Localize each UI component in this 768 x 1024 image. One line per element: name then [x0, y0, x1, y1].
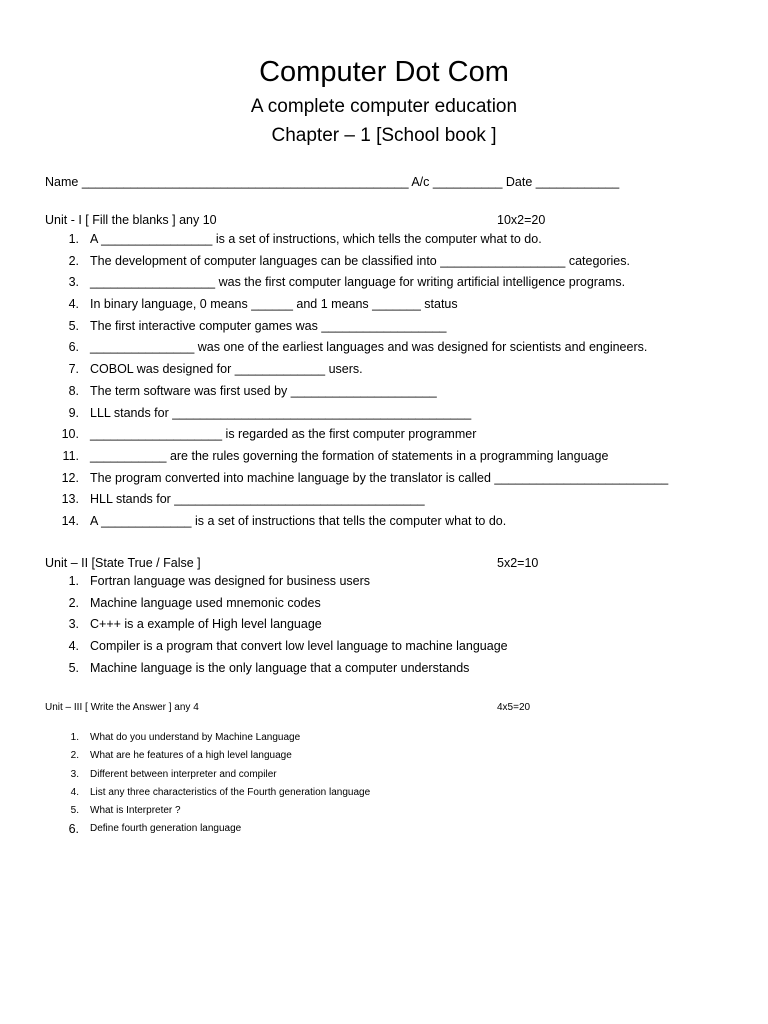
question-number: 3. [70, 768, 79, 780]
question-number: 6. [68, 340, 79, 355]
question-item [45, 747, 370, 765]
question-text: Define fourth generation language [90, 823, 242, 835]
question-text: Different between interpreter and compiler [90, 768, 277, 780]
question-text: The program converted into machine language by the translator is called _________________________ [90, 470, 669, 485]
question-item [45, 446, 668, 468]
question-text: The development of computer languages can be classified into __________________ categories. [90, 253, 630, 268]
question-item [45, 511, 668, 533]
unit-2-marks: 5x2=10 [497, 556, 539, 570]
question-item [45, 766, 370, 784]
question-item [45, 593, 508, 615]
question-text: In binary language, 0 means ______ and 1 means _______ status [90, 297, 458, 312]
question-item [45, 636, 508, 658]
page-title: Computer Dot Com [259, 56, 509, 88]
question-item [45, 337, 668, 359]
question-text: Machine language used mnemonic codes [90, 595, 321, 610]
question-text: ___________ are the rules governing the formation of statements in a programming language [90, 448, 609, 463]
question-item [45, 316, 668, 338]
question-text: Fortran language was designed for business users [90, 574, 371, 588]
question-item [45, 381, 668, 403]
page-subtitle: A complete computer education [250, 96, 518, 117]
question-item [45, 571, 508, 593]
question-number: 5. [68, 318, 79, 333]
chapter-heading: Chapter – 1 [School book ] [271, 125, 497, 146]
question-number: 2. [68, 595, 79, 610]
question-item [45, 658, 508, 680]
question-item [45, 359, 668, 381]
question-text: COBOL was designed for _____________ users. [90, 362, 363, 377]
question-item [45, 614, 508, 636]
unit-3-heading: Unit – III [ Write the Answer ] any 4 [45, 702, 199, 713]
unit-1-marks: 10x2=20 [497, 213, 546, 227]
question-item [45, 802, 370, 820]
question-number: 3. [68, 617, 79, 632]
question-number: 6. [68, 822, 79, 837]
question-text: __________________ was the first computer language for writing artificial intelligence programs. [90, 275, 626, 290]
question-item [45, 272, 668, 294]
unit-1-question-list [45, 229, 668, 533]
unit-2-heading: Unit – II [State True / False ] [45, 556, 201, 570]
question-number: 11. [62, 448, 79, 463]
question-text: ___________________ is regarded as the first computer programmer [90, 427, 477, 442]
question-number: 5. [70, 805, 79, 817]
question-number: 14. [61, 513, 79, 528]
question-text: HLL stands for ____________________________________ [90, 492, 425, 507]
question-number: 4. [70, 786, 79, 798]
question-text: A ________________ is a set of instructions, which tells the computer what to do. [90, 232, 542, 246]
question-number: 7. [68, 362, 79, 377]
question-item [45, 403, 668, 425]
question-item [45, 229, 668, 251]
name-ac-date-line: Name _______________________________________________ A/c __________ Date ____________ [45, 175, 620, 189]
unit-1-heading: Unit - I [ Fill the blanks ] any 10 [45, 213, 217, 227]
question-text: _______________ was one of the earliest languages and was designed for scientists and engineers. [90, 340, 648, 355]
question-text: List any three characteristics of the Fourth generation language [90, 786, 371, 798]
question-text: C+++ is a example of High level language [90, 617, 322, 632]
question-number: 5. [68, 660, 79, 675]
question-number: 12. [61, 470, 79, 485]
question-number: 8. [68, 383, 79, 398]
question-text: What are he features of a high level language [90, 750, 292, 762]
question-text: The first interactive computer games was __________________ [90, 318, 447, 333]
question-number: 13. [61, 492, 79, 507]
unit-3-question-list [45, 729, 370, 839]
question-number: 3. [68, 275, 79, 290]
question-number: 4. [68, 297, 79, 312]
question-number: 9. [68, 405, 79, 420]
question-number: 1. [70, 732, 79, 743]
question-number: 2. [70, 750, 79, 762]
question-item [45, 294, 668, 316]
question-item [45, 251, 668, 273]
question-text: A _____________ is a set of instructions that tells the computer what to do. [90, 513, 507, 528]
question-number: 10. [61, 427, 79, 442]
question-item [45, 729, 370, 747]
question-text: LLL stands for ___________________________________________ [90, 405, 472, 420]
question-item [45, 468, 668, 490]
question-text: The term software was first used by _____________________ [90, 383, 437, 398]
question-item [45, 784, 370, 802]
question-item [45, 424, 668, 446]
question-text: Machine language is the only language that a computer understands [90, 660, 470, 675]
question-text: Compiler is a program that convert low level language to machine language [90, 639, 508, 654]
question-item [45, 820, 370, 838]
question-text: What do you understand by Machine Language [90, 732, 301, 743]
question-item [45, 489, 668, 511]
unit-2-question-list [45, 571, 508, 679]
question-number: 1. [68, 574, 79, 588]
question-number: 2. [68, 253, 79, 268]
question-text: What is Interpreter ? [90, 805, 181, 817]
question-number: 4. [68, 639, 79, 654]
unit-3-marks: 4x5=20 [497, 702, 531, 713]
question-number: 1. [68, 232, 79, 246]
